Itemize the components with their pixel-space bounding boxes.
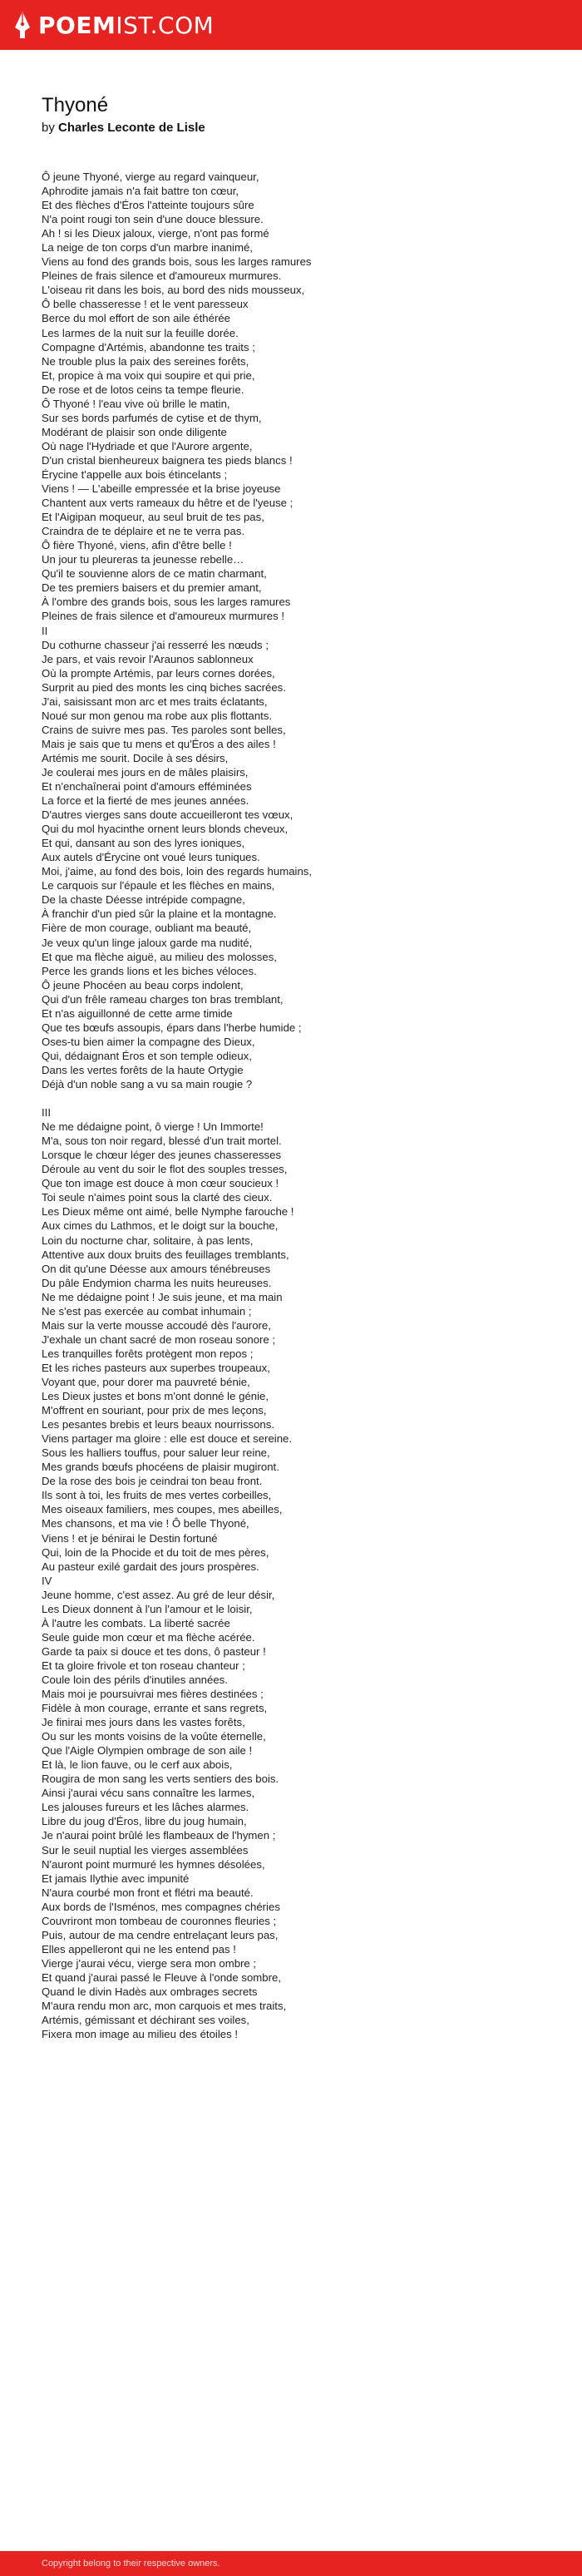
poem-content [42,94,540,2041]
footer-copyright: Copyright belong to their respective owners. [42,2559,220,2569]
top-bar [0,0,582,50]
author-link[interactable]: Charles Leconte de Lisle [58,121,205,135]
footer-bar [0,2551,582,2576]
pen-nib-icon [13,11,32,39]
poem-title: Thyoné [42,94,109,116]
site-logo[interactable] [13,8,214,42]
poem-text: Ô jeune Thyoné, vierge au regard vainqueur, Aphrodite jamais n'a fait battre ton cœur, Et des flèches d'Éros l'atteinte toujours sûre N'a point rougi ton sein d'une douce blessure. Ah ! si les Dieux jaloux, vierge, n'ont pas formé La neige de ton corps d'un marbre inanimé, Viens au fond des grands bois, sous les larges ramures Pleines de frais silence et d'amoureux murmures. L'oiseau rit dans les bois, au bord des nids mousseux, Ô belle chasseresse ! et le vent paresseux Berce du mol effort de son aile éthérée Les larmes de la nuit sur la feuille dorée. Compagne d'Artémis, abandonne tes traits ; Ne trouble plus la paix des sereines forêts, Et, propice à ma voix qui soupire et qui prie, De rose et de lotos ceins ta tempe fleurie. Ô Thyoné ! l'eau vive où brille le matin, Sur ses bords parfumés de cytise et de thym, Modérant de plaisir son onde diligente Où nage l'Hydriade et que l'Aurore argente, D'un cristal bienheureux baignera tes pieds blancs ! Érycine t'appelle aux bois étincelants ; Viens ! — L'abeille empressée et la brise joyeuse Chantent aux verts rameaux du hêtre et de l'yeuse ; Et l'Aigipan moqueur, au seul bruit de tes pas, Craindra de te déplaire et ne te verra pas. Ô fière Thyoné, viens, afin d'être belle ! Un jour tu pleureras ta jeunesse rebelle… Qu'il te souvienne alors de ce matin charmant, De tes premiers baisers et du premier amant, À l'ombre des grands bois, sous les larges ramures Pleines de frais silence et d'amoureux murmures ! II Du cothurne chasseur j'ai resserré les nœuds ; Je pars, et vais revoir l'Araunos sablonneux Où la prompte Artémis, par leurs cornes dorées, Surprit au pied des monts les cinq biches sacrées. J'ai, saisissant mon arc et mes traits éclatants, Noué sur mon genou ma robe aux plis flottants. Crains de suivre mes pas. Tes paroles sont belles, Mais je sais que tu mens et qu'Éros a des ailes ! Artémis me sourit. Docile à ses désirs, Je coulerai mes jours en de mâles plaisirs, Et n'enchaînerai point d'amours efféminées La force et la fierté de mes jeunes années. D'autres vierges sans doute accueilleront tes vœux, Qui du mol hyacinthe ornent leurs blonds cheveux, Et qui, dansant au son des lyres ioniques, Aux autels d'Érycine ont voué leurs tuniques. Moi, j'aime, au fond des bois, loin des regards humains, Le carquois sur l'épaule et les flèches en mains, De la chaste Déesse intrépide compagne, À franchir d'un pied sûr la plaine et la montagne. Fière de mon courage, oubliant ma beauté, Je veux qu'un linge jaloux garde ma nudité, Et que ma flèche aiguë, au milieu des molosses, Perce les grands lions et les biches véloces. Ô jeune Phocéen au beau corps indolent, Qui d'un frêle rameau charges ton bras tremblant, Et n'as aiguillonné de cette arme timide Que tes bœufs assoupis, épars dans l'herbe humide ; Oses-tu bien aimer la compagne des Dieux, Qui, dédaignant Éros et son temple odieux, Dans les vertes forêts de la haute Ortygie Déjà d'un noble sang a vu sa main rougie ? III Ne me dédaigne point, ô vierge ! Un Immorte! M'a, sous ton noir regard, blessé d'un trait mortel. Lorsque le chœur léger des jeunes chasseresses Déroule au vent du soir le flot des souples tresses, Que ton image est douce à mon cœur soucieux ! Toi seule n'aimes point sous la clarté des cieux. Les Dieux même ont aimé, belle Nymphe farouche ! Aux cimes du Lathmos, et le doigt sur la bouche, Loin du nocturne char, solitaire, à pas lents, Attentive aux doux bruits des feuillages tremblants, On dit qu'une Déesse aux amours ténébreuses Du pâle Endymion charma les nuits heureuses. Ne me dédaigne point ! Je suis jeune, et ma main Ne s'est pas exercée au combat inhumain ; Mais sur la verte mousse accoudé dès l'aurore, J'exhale un chant sacré de mon roseau sonore ; Les tranquilles forêts protègent mon repos ; Et les riches pasteurs aux superbes troupeaux, Voyant que, pour dorer ma pauvreté bénie, Les Dieux justes et bons m'ont donné le génie, M'offrent en souriant, pour prix de mes leçons, Les pesantes brebis et leurs beaux nourrissons. Viens partager ma gloire : elle est douce et sereine. Sous les halliers touffus, pour saluer leur reine, Mes grands bœufs phocéens de plaisir mugiront. De la rose des bois je ceindrai ton beau front. Ils sont à toi, les fruits de mes vertes corbeilles, Mes oiseaux familiers, mes coupes, mes abeilles, Mes chansons, et ma vie ! Ô belle Thyoné, Viens ! et je bénirai le Destin fortuné Qui, loin de la Phocide et du toit de mes pères, Au pasteur exilé gardait des jours prospères. IV Jeune homme, c'est assez. Au gré de leur désir, Les Dieux donnent à l'un l'amour et le loisir, À l'autre les combats. La liberté sacrée Seule guide mon cœur et ma flèche acérée. Garde ta paix si douce et tes dons, ô pasteur ! Et ta gloire frivole et ton roseau chanteur ; Coule loin des périls d'inutiles années. Mais moi je poursuivrai mes fières destinées ; Fidèle à mon courage, errante et sans regrets, Je finirai mes jours dans les vastes forêts, Ou sur les monts voisins de la voûte éternelle, Que l'Aigle Olympien ombrage de son aile ! Et là, le lion fauve, ou le cerf aux abois, Rougira de mon sang les verts sentiers des bois. Ainsi j'aurai vécu sans connaître les larmes, Les jalouses fureurs et les lâches alarmes. Libre du joug d'Éros, libre du joug humain, Je n'aurai point brûlé les flambeaux de l'hymen ; Sur le seuil nuptial les vierges assemblées N'auront point murmuré les hymnes désolées, Et jamais Ilythie avec impunité N'aura courbé mon front et flétri ma beauté. Aux bords de l'Isménos, mes compagnes chéries Couvriront mon tombeau de couronnes fleuries ; Puis, autour de ma cendre entrelaçant leurs pas, Elles appelleront qui ne les entend pas ! Vierge j'aurai vécu, vierge sera mon ombre ; Et quand j'aurai passé le Fleuve à l'onde sombre, Quand le divin Hadès aux ombrages secrets M'aura rendu mon arc, mon carquois et mes traits, Artémis, gémissant et déchirant ses voiles, Fixera mon image au milieu des étoiles ! [42,171,313,2041]
poem-byline [42,120,540,136]
site-logo-text: POEMIST.COM [38,11,215,39]
by-label: by [42,121,55,135]
